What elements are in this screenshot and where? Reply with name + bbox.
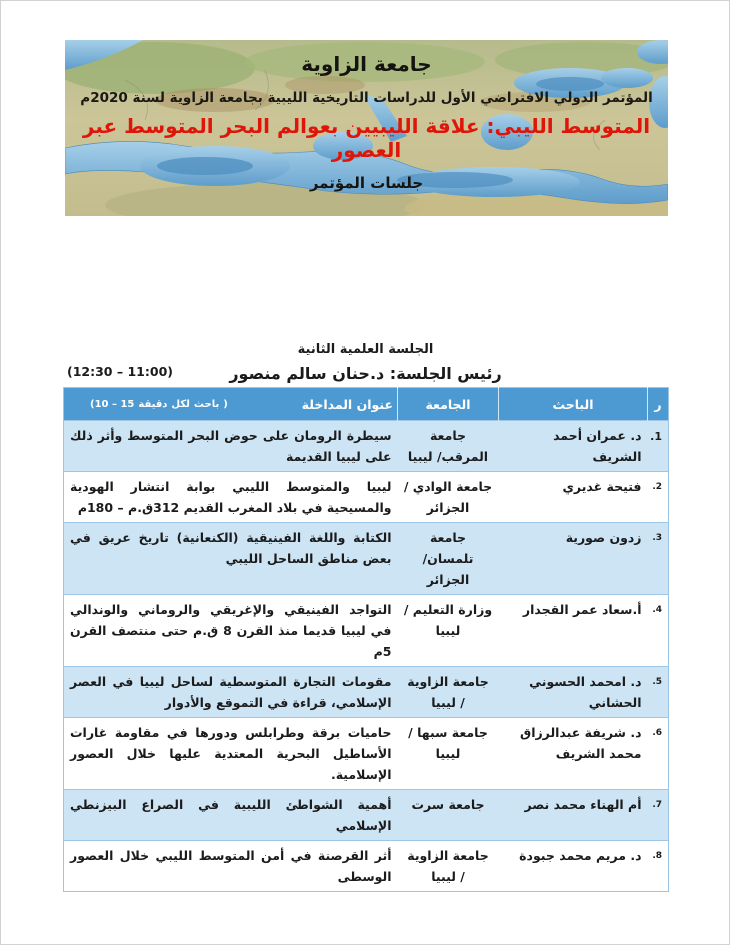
row-number: 6. (648, 718, 669, 790)
table-row (64, 667, 669, 718)
table-row (64, 421, 669, 472)
table-row (64, 595, 669, 667)
table-row (64, 841, 669, 892)
table-row (64, 790, 669, 841)
paper-title: التواجد الفينيقي والإغريقي والروماني والوندالي في ليبيا قديما منذ القرن 8 ق.م حتى منتصف القرن 5م (64, 595, 398, 667)
researcher-name: د. مريم محمد جبودة (499, 841, 648, 892)
paper-title: الكتابة واللغة الفينيقية (الكنعانية) تاريخ عريق في بعض مناطق الساحل الليبي (64, 523, 398, 595)
university-name: جامعة الزاوية / ليبيا (398, 667, 499, 718)
researcher-name: د. امحمد الحسوني الحشاني (499, 667, 648, 718)
col-header-number: ر (648, 388, 669, 421)
researcher-name: د. عمران أحمد الشريف (499, 421, 648, 472)
researcher-name: أ.سعاد عمر القجدار (499, 595, 648, 667)
duration-note-part: باحث (193, 398, 220, 410)
col-header-title (64, 388, 398, 421)
banner-text-block (65, 40, 668, 216)
row-number: 1. (648, 421, 669, 472)
sessions-subtitle: جلسات المؤتمر (309, 174, 424, 192)
row-number: 3. (648, 523, 669, 595)
session-time: (11:00 – 12:30) (67, 364, 173, 379)
col-header-title-label: عنوان المداخلة (301, 396, 393, 412)
col-header-researcher: الباحث (499, 388, 648, 421)
university-name: جامعة تلمسان/ الجزائر (398, 523, 499, 595)
duration-note-part: ) (223, 398, 228, 410)
paper-title: ليبيا والمتوسط الليبي بوابة انتشار الهودية والمسيحية في بلاد المغرب القديم 312ق.م – 180م (64, 472, 398, 523)
paper-title: حاميات برقة وطرابلس ودورها في مقاومة غارات الأساطيل البحرية المعتدية عليها خلال العصور الإسلامية. (64, 718, 398, 790)
university-name: جامعة المرقب/ ليبيا (398, 421, 499, 472)
paper-title: أثر القرصنة في أمن المتوسط الليبي خلال العصور الوسطى (64, 841, 398, 892)
duration-note-part: لكل (171, 398, 190, 410)
row-number: 2. (648, 472, 669, 523)
researcher-name: أم الهناء محمد نصر (499, 790, 648, 841)
university-name: جامعة الوادي /الجزائر (398, 472, 499, 523)
university-name: جامعة الزاوية (301, 52, 432, 76)
duration-note-part: دقيقة (138, 398, 168, 410)
table-row (64, 472, 669, 523)
university-name: جامعة الزاوية / ليبيا (398, 841, 499, 892)
session-chair-row (63, 364, 668, 384)
table-body (64, 421, 669, 892)
row-number: 4. (648, 595, 669, 667)
duration-note (90, 394, 228, 415)
conference-banner (65, 40, 668, 216)
row-number: 7. (648, 790, 669, 841)
researcher-name: د. شريفة عبدالرزاق محمد الشريف (499, 718, 648, 790)
researcher-name: فتيحة غديري (499, 472, 648, 523)
session-chair: رئيس الجلسة: د.حنان سالم منصور (229, 364, 502, 383)
conference-theme-title: المتوسط الليبي: علاقة الليبيين بعوالم البحر المتوسط عبر العصور (82, 114, 651, 162)
table-row (64, 523, 669, 595)
university-name: وزارة التعليم / ليبيا (398, 595, 499, 667)
university-name: جامعة سرت (398, 790, 499, 841)
paper-title: أهمية الشواطئ الليبية في الصراع البيزنطي الإسلامي (64, 790, 398, 841)
table-header-row (64, 388, 669, 421)
paper-title: مقومات التجارة المتوسطية لساحل ليبيا في العصر الإسلامي، قراءة في التموقع والأدوار (64, 667, 398, 718)
session-title: الجلسة العلمية الثانية (297, 342, 434, 357)
university-name: جامعة سبها / ليبيا (398, 718, 499, 790)
paper-title: سيطرة الرومان على حوض البحر المتوسط وأثر ذلك على ليبيا القديمة (64, 421, 398, 472)
row-number: 8. (648, 841, 669, 892)
conference-name: المؤتمر الدولي الافتراضي الأول للدراسات التاريخية الليبية بجامعة الزاوية لسنة 2020م (80, 90, 653, 106)
session-schedule-table (63, 387, 669, 892)
duration-note-part: (10 – 15 (90, 398, 135, 410)
researcher-name: زدون صورية (499, 523, 648, 595)
col-header-university: الجامعة (398, 388, 499, 421)
row-number: 5. (648, 667, 669, 718)
table-row (64, 718, 669, 790)
